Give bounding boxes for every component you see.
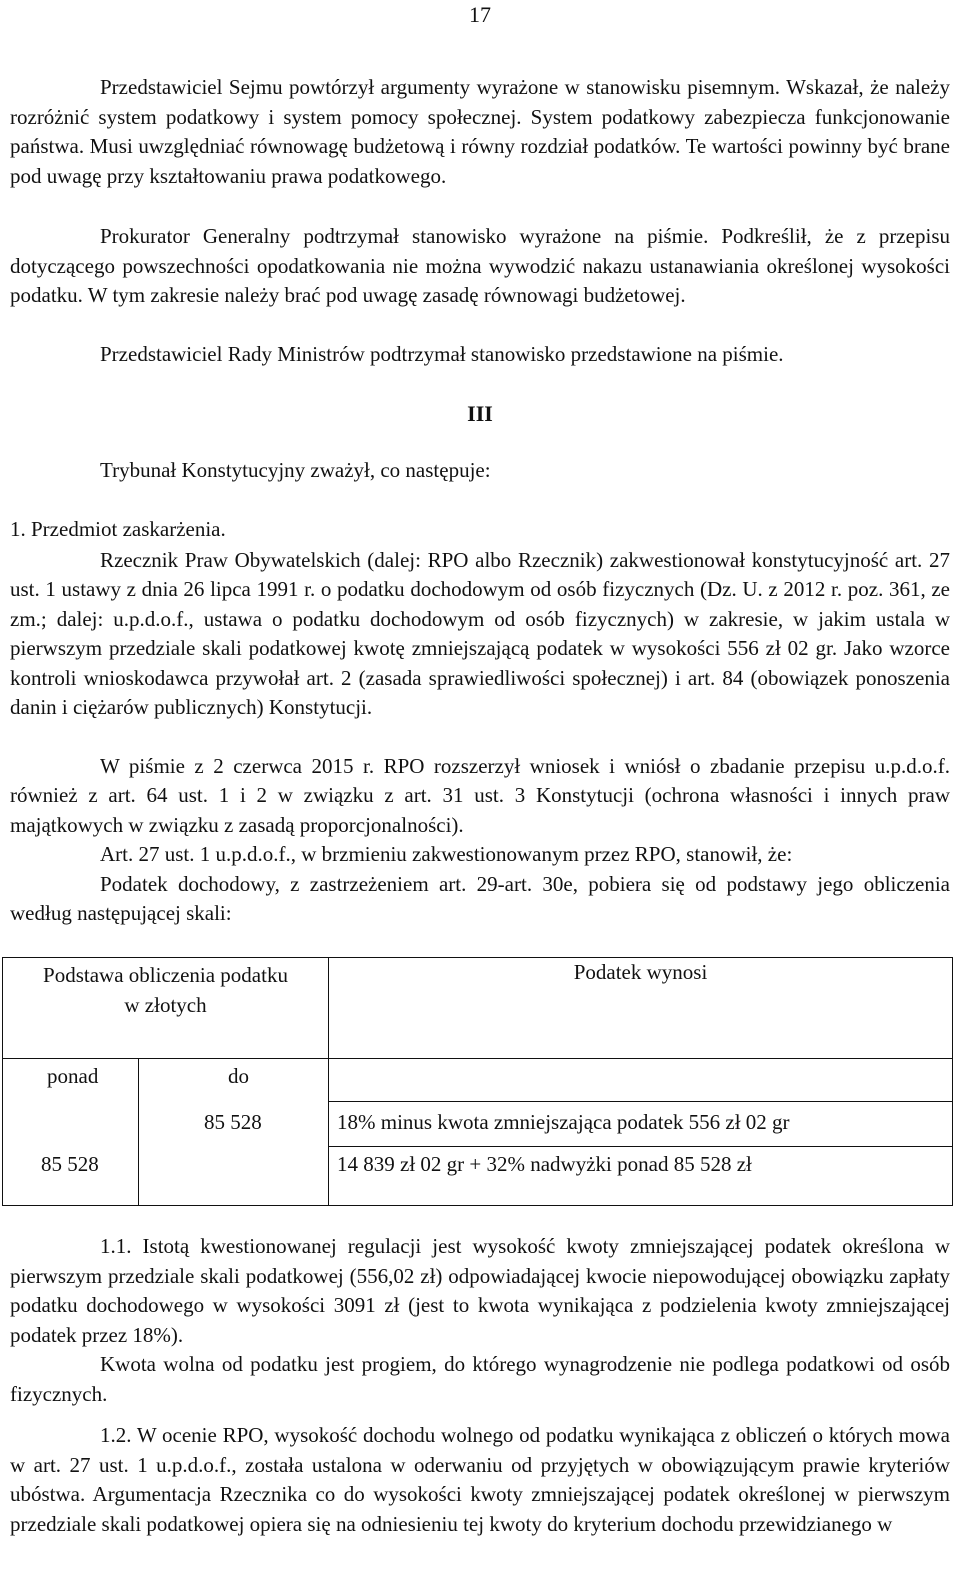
paragraph-1-2: 1.2. W ocenie RPO, wysokość dochodu wolnego od podatku wynikająca z obliczeń o których mowa w art. 27 ust. 1 u.p.d.o.f., została ustalona w oderwaniu od przyjętych w obowiązującym prawie kryteriów ubóstwa. Argumentacja Rzecznika co do wysokości kwoty zmniejszającej podatek określonej w pierwszym przedziale skali podatkowej opiera się na odniesieniu tej kwoty do kryterium dochodu przewidzianego w — [10, 1423, 950, 1536]
row-2-tax-value: 14 839 zł 02 gr + 32% nadwyżki ponad 85 528 zł — [337, 1152, 752, 1176]
paragraph-tax-free-amount: Kwota wolna od podatku jest progiem, do którego wynagrodzenie nie podlega podatkowi od osób fizycznych. — [10, 1352, 950, 1406]
tax-row-divider-1 — [329, 1101, 952, 1102]
table-header-base — [3, 958, 329, 1059]
table-base-ranges — [3, 1059, 329, 1206]
paragraph-1-1: 1.1. Istotą kwestionowanej regulacji jest wysokość kwoty zmniejszającej podatek określona w pierwszym przedziale skali podatkowej (556,02 zł) odpowiadającej kwocie niepowodującej obowiązku zapłaty podatku dochodowego w wysokości 3091 zł (jest to kwota wynikająca z podzielenia kwoty zmniejszającej podatek przez 18%). — [10, 1234, 950, 1347]
range-divider — [138, 1059, 139, 1205]
column-to-label: do — [228, 1064, 249, 1088]
header-base-line-1: Podstawa obliczenia podatku — [43, 963, 288, 987]
table-header-tax: Podatek wynosi — [329, 958, 953, 1059]
table-header-row — [3, 958, 953, 1059]
row-2-over-value: 85 528 — [41, 1152, 99, 1176]
paragraph-sejm: Przedstawiciel Sejmu powtórzył argumenty wyrażone w stanowisku pisemnym. Wskazał, że należy rozróżnić system podatkowy i system pomocy społecznej. System podatkowy zabezpiecza funkcjonowanie państwa. Musi uwzględniać równowagę budżetową i równy rozdział podatków. Te wartości powinny być brane pod uwagę przy kształtowaniu prawa podatkowego. — [10, 75, 950, 188]
header-base-line-2: w złotych — [124, 993, 207, 1017]
tax-subgrid — [329, 1059, 952, 1205]
paragraph-rpo-extension: W piśmie z 2 czerwca 2015 r. RPO rozszerzył wniosek i wniósł o zbadanie przepisu u.p.d.o.f. również z art. 64 ust. 1 i 2 w związku z art. 31 ust. 3 Konstytucji (ochrona własności i innych praw majątkowych w związku z zasadą proporcjonalności). — [10, 754, 950, 837]
paragraph-prosecutor: Prokurator Generalny podtrzymał stanowisko wyrażone na piśmie. Podkreślił, że z przepisu dotyczącego powszechności opodatkowania nie można wywodzić nakazu ustanawiania określonej wysokości podatku. W tym zakresie należy brać pod uwagę zasadę równowagi budżetowej. — [10, 224, 950, 308]
tribunal-statement: Trybunał Konstytucyjny zważył, co następuje: — [100, 458, 491, 482]
range-subgrid — [3, 1059, 328, 1205]
table-body-row — [3, 1059, 953, 1206]
subsection-heading: 1. Przedmiot zaskarżenia. — [10, 517, 226, 541]
tax-row-divider-2 — [329, 1146, 952, 1147]
page-number: 17 — [469, 2, 491, 27]
row-1-to-value: 85 528 — [204, 1110, 262, 1134]
row-1-tax-value: 18% minus kwota zmniejszająca podatek 556 zł 02 gr — [337, 1110, 790, 1134]
paragraph-council-of-ministers: Przedstawiciel Rady Ministrów podtrzymał stanowisko przedstawione na piśmie. — [100, 342, 784, 366]
section-heading: III — [467, 401, 493, 426]
paragraph-rpo-challenge: Rzecznik Praw Obywatelskich (dalej: RPO albo Rzecznik) zakwestionował konstytucyjność art. 27 ust. 1 ustawy z dnia 26 lipca 1991 r. o podatku dochodowym od osób fizycznych (Dz. U. z 2012 r. poz. 361, ze zm.; dalej: u.p.d.o.f., ustawa o podatku dochodowym od osób fizycznych) w zakresie, w jakim ustala w pierwszym przedziale skali podatkowej kwotę zmniejszającą podatek w wysokości 556 zł 02 gr. Jako wzorce kontroli wnioskodawca przywołał art. 2 (zasada sprawiedliwości społecznej) i art. 84 (obowiązek ponoszenia danin i ciężarów publicznych) Konstytucji. — [10, 548, 950, 720]
column-over-label: ponad — [47, 1064, 99, 1088]
paragraph-article-27: Art. 27 ust. 1 u.p.d.o.f., w brzmieniu zakwestionowanym przez RPO, stanowił, że: — [100, 842, 793, 866]
tax-scale-table — [2, 957, 953, 1206]
paragraph-tax-scale-intro: Podatek dochodowy, z zastrzeżeniem art. 29-art. 30e, pobiera się od podstawy jego obliczenia według następującej skali: — [10, 872, 950, 926]
table-tax-values — [329, 1059, 953, 1206]
